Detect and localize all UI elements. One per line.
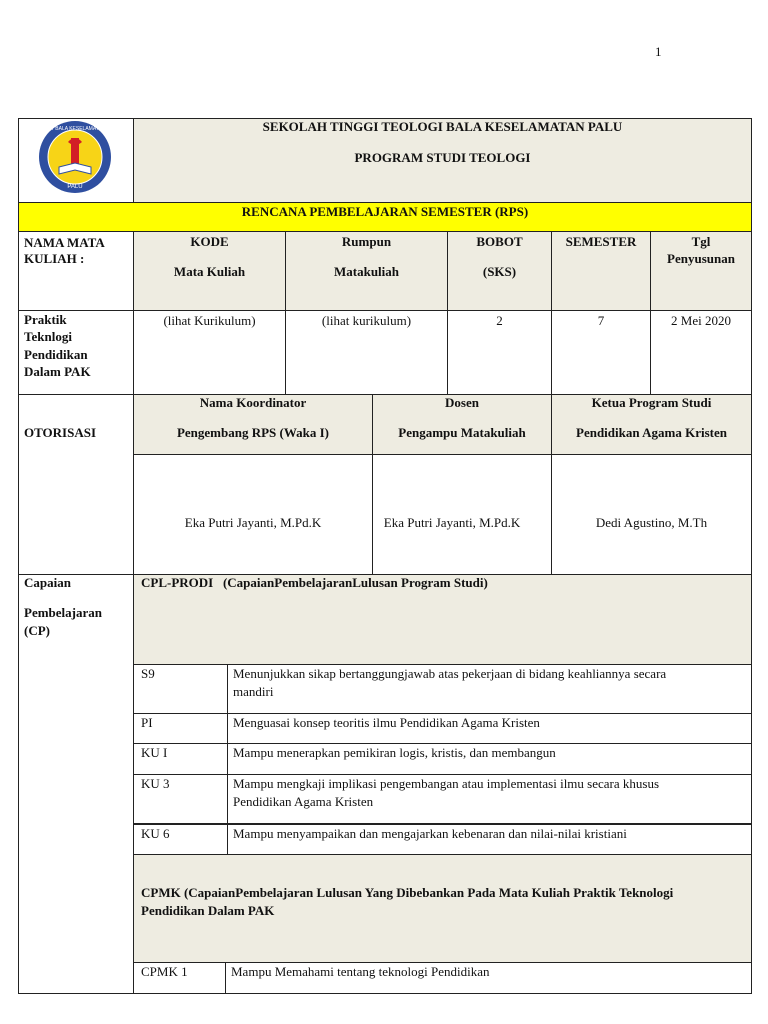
dosen-label-1: Dosen	[445, 395, 479, 410]
koordinator-label-2: Pengembang RPS (Waka I)	[176, 425, 330, 440]
cpmk-heading-line-2: Pendidikan Dalam PAK	[141, 903, 275, 918]
semester-value: 7	[597, 313, 605, 328]
bobot-label: BOBOT	[476, 234, 523, 249]
kode-sublabel: Mata Kuliah	[173, 264, 246, 279]
cpl-text-line: Menunjukkan sikap bertanggungjawab atas pekerjaan di bidang keahliannya secara	[233, 666, 667, 681]
rumpun-label: Rumpun	[341, 234, 392, 249]
cpl-text-line: Mampu menyampaikan dan mengajarkan kebenaran dan nilai-nilai kristiani	[233, 826, 627, 841]
ketua-label-2: Pendidikan Agama Kristen	[576, 425, 727, 440]
koordinator-label-1: Nama Koordinator	[199, 395, 307, 410]
cpmk-text: Mampu Memahami tentang teknologi Pendidikan	[231, 964, 490, 979]
school-logo	[38, 120, 112, 194]
course-name-line-3: Pendidikan	[24, 347, 88, 362]
cpl-heading: CPL-PRODI (CapaianPembelajaranLulusan Program Studi)	[141, 575, 488, 590]
dosen-label-2: Pengampu Matakuliah	[398, 425, 526, 440]
rumpun-sublabel: Matakuliah	[333, 264, 399, 279]
tgl-sublabel: Penyusunan	[667, 251, 735, 266]
ketua-name: Dedi Agustino, M.Th	[595, 515, 708, 530]
bobot-value: 2	[496, 313, 503, 328]
cpmk-code: CPMK 1	[141, 964, 188, 979]
cpl-code: PI	[141, 715, 153, 730]
svg-text:STT BALA KESELAMATAN: STT BALA KESELAMATAN	[44, 126, 106, 132]
bobot-sublabel: (SKS)	[482, 264, 517, 279]
course-name-line-1: Praktik	[24, 312, 67, 327]
course-name-label-1: NAMA MATA	[24, 235, 105, 250]
cpmk-heading-line-1: CPMK (CapaianPembelajaran Lulusan Yang Dibebankan Pada Mata Kuliah Praktik Teknologi	[141, 885, 674, 900]
cpl-code: KU 6	[141, 826, 170, 841]
cpl-code: KU 3	[141, 776, 170, 791]
program-name: PROGRAM STUDI TEOLOGI	[354, 150, 531, 165]
capaian-label-2: Pembelajaran	[24, 605, 102, 620]
rumpun-value: (lihat kurikulum)	[321, 313, 412, 328]
capaian-label-3: (CP)	[24, 623, 50, 638]
dosen-name: Eka Putri Jayanti, M.Pd.K	[383, 515, 521, 530]
cpl-text-line: Menguasai konsep teoritis ilmu Pendidikan Agama Kristen	[233, 715, 540, 730]
semester-label: SEMESTER	[565, 234, 637, 249]
institution-name: SEKOLAH TINGGI TEOLOGI BALA KESELAMATAN PALU	[262, 119, 623, 134]
koordinator-name: Eka Putri Jayanti, M.Pd.K	[184, 515, 322, 530]
rps-title: RENCANA PEMBELAJARAN SEMESTER (RPS)	[241, 204, 529, 219]
tgl-label: Tgl	[691, 234, 711, 249]
svg-text:PALU: PALU	[67, 184, 83, 190]
ketua-label-1: Ketua Program Studi	[591, 395, 712, 410]
kode-label: KODE	[190, 234, 229, 249]
otorisasi-label: OTORISASI	[24, 425, 97, 440]
page-number: 1	[655, 44, 662, 59]
otorisasi-label-cell	[18, 394, 134, 575]
cpl-text-line: Mampu menerapkan pemikiran logis, kristis, dan membangun	[233, 745, 556, 760]
kode-value: (lihat Kurikulum)	[163, 313, 256, 328]
course-name-line-4: Dalam PAK	[24, 364, 91, 379]
tgl-value: 2 Mei 2020	[671, 313, 731, 328]
capaian-label-1: Capaian	[24, 575, 71, 590]
cpl-text-line: Mampu mengkaji implikasi pengembangan atau implementasi ilmu secara khusus	[233, 776, 660, 791]
cpl-text-line: Pendidikan Agama Kristen	[233, 794, 374, 809]
course-name-line-2: Teknlogi	[24, 329, 72, 344]
cpl-code: KU I	[141, 745, 168, 760]
course-name-label-2: KULIAH :	[24, 251, 85, 266]
cpl-text-line: mandiri	[233, 684, 274, 699]
cpl-code: S9	[141, 666, 155, 681]
